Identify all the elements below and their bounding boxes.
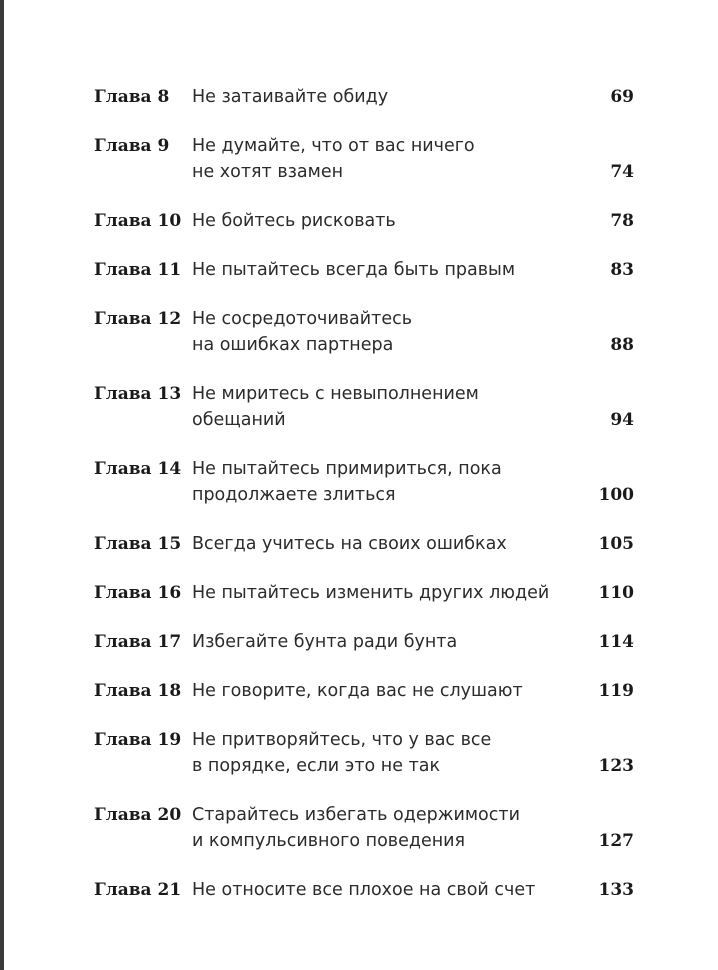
chapter-title-line: Не пытайтесь всегда быть правым [192,260,516,280]
chapter-title [192,84,634,110]
page-number: 74 [610,162,634,182]
chapter-title [192,133,634,185]
toc-entry [94,727,634,779]
toc-entry [94,629,634,655]
chapter-title [192,306,634,358]
page-number: 123 [598,756,634,776]
chapter-label: Глава 14 [94,459,182,479]
chapter-title [192,802,634,854]
toc-entry [94,531,634,557]
chapter-label: Глава 17 [94,632,182,652]
toc-entry [94,580,634,606]
chapter-title [192,208,634,234]
toc-entry [94,877,634,903]
chapter-title-line: Всегда учитесь на своих ошибках [192,534,507,554]
chapter-label: Глава 20 [94,805,182,825]
page-number: 105 [598,534,634,554]
page-number: 100 [598,485,634,505]
chapter-title [192,678,634,704]
chapter-title [192,580,634,606]
page-number: 110 [598,583,634,603]
chapter-title-line: Не пытайтесь изменить других людей [192,583,550,603]
chapter-label: Глава 16 [94,583,182,603]
chapter-title [192,629,634,655]
chapter-label: Глава 12 [94,309,182,329]
table-of-contents [94,84,634,903]
chapter-title-line: и компульсивного поведения [192,831,466,851]
chapter-title-line: Не пытайтесь примириться, пока [192,459,502,479]
chapter-title-line: Не сосредоточивайтесь [192,309,413,329]
chapter-title-line: Не говорите, когда вас не слушают [192,681,523,701]
chapter-title-line: Не затаивайте обиду [192,87,389,107]
chapter-title-line: Не относите все плохое на свой счет [192,880,536,900]
toc-entry [94,84,634,110]
toc-entry [94,802,634,854]
chapter-title-line: не хотят взамен [192,162,344,182]
chapter-title-line: в порядке, если это не так [192,756,441,776]
page-number: 94 [610,410,634,430]
toc-entry [94,208,634,234]
chapter-title-line: Не притворяйтесь, что у вас все [192,730,492,750]
page-number: 78 [610,211,634,231]
chapter-label: Глава 15 [94,534,182,554]
chapter-title-line: на ошибках партнера [192,335,394,355]
page-number: 69 [610,87,634,107]
chapter-title-line: обещаний [192,410,286,430]
chapter-label: Глава 13 [94,384,182,404]
chapter-label: Глава 10 [94,211,182,231]
toc-entry [94,257,634,283]
page-number: 83 [610,260,634,280]
toc-entry [94,678,634,704]
toc-entry [94,456,634,508]
page-number: 114 [598,632,634,652]
chapter-label: Глава 21 [94,880,182,900]
chapter-title [192,727,634,779]
toc-entry [94,306,634,358]
chapter-label: Глава 9 [94,136,170,156]
chapter-title [192,456,634,508]
toc-entry [94,133,634,185]
chapter-title-line: Не бойтесь рисковать [192,211,396,231]
page-number: 133 [598,880,634,900]
chapter-title [192,257,634,283]
chapter-label: Глава 19 [94,730,182,750]
chapter-title [192,381,634,433]
page-left-edge [0,0,4,970]
chapter-label: Глава 11 [94,260,182,280]
chapter-title [192,877,634,903]
chapter-title-line: Не думайте, что от вас ничего [192,136,475,156]
page-number: 127 [598,831,634,851]
page-number: 88 [610,335,634,355]
chapter-label: Глава 18 [94,681,182,701]
chapter-title-line: Старайтесь избегать одержимости [192,805,520,825]
chapter-title [192,531,634,557]
chapter-label: Глава 8 [94,87,170,107]
page-number: 119 [598,681,634,701]
toc-entry [94,381,634,433]
chapter-title-line: Избегайте бунта ради бунта [192,632,458,652]
chapter-title-line: Не миритесь с невыполнением [192,384,479,404]
chapter-title-line: продолжаете злиться [192,485,396,505]
